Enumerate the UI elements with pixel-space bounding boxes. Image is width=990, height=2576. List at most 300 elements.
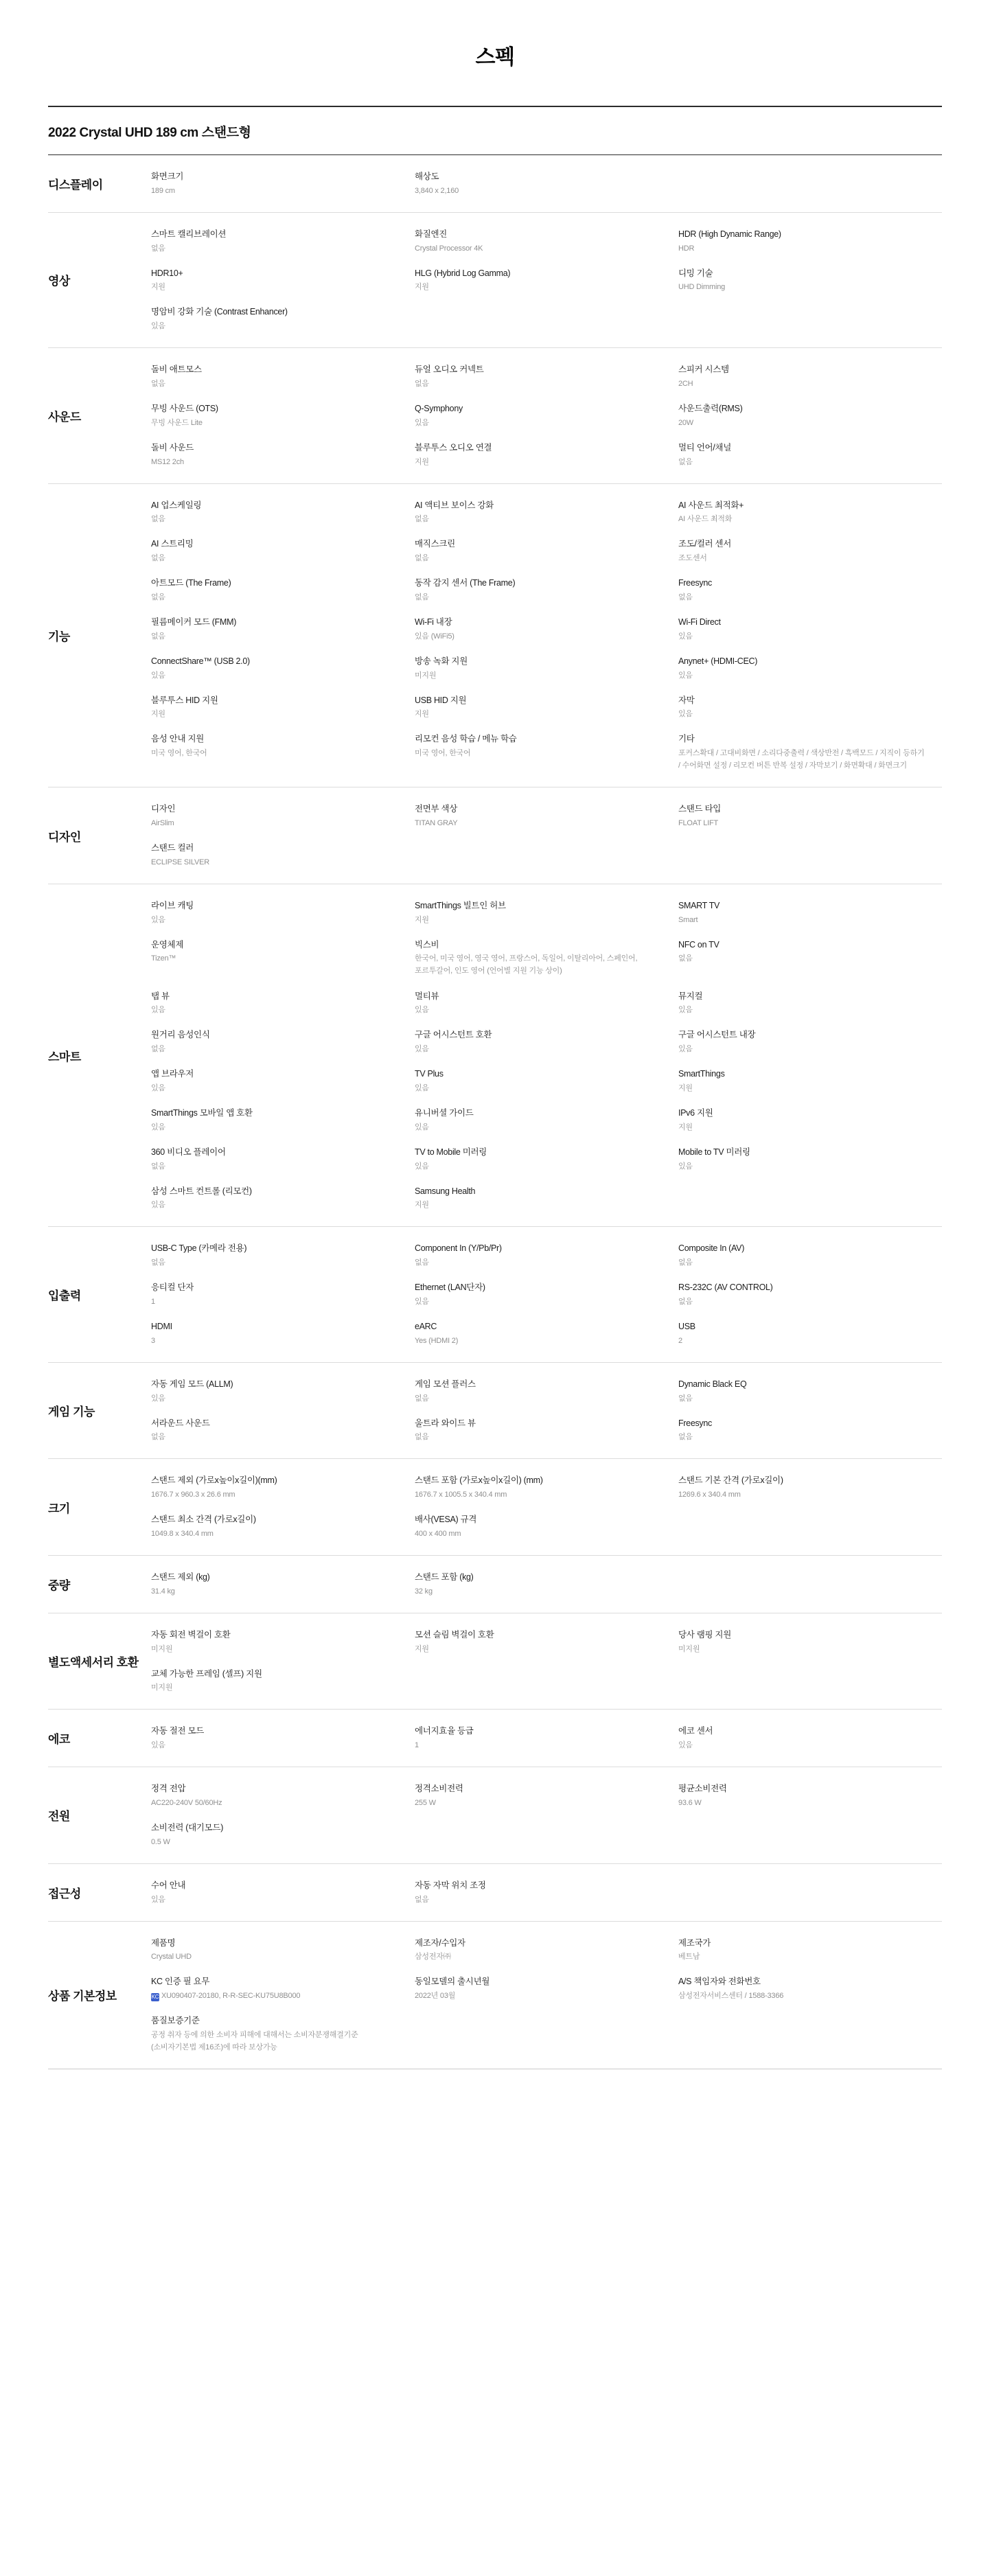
spec-item-label: 모션 슬림 벽걸이 호환 — [414, 1629, 494, 1640]
spec-item-value: 255 W — [414, 1798, 436, 1807]
spec-item-label: 제조자/수입자 — [414, 1937, 465, 1948]
spec-item-label: Composite In (AV) — [678, 1243, 745, 1254]
spec-item-label: 동일모델의 출시년월 — [414, 1977, 490, 1987]
spec-category-label: 접근성 — [48, 1887, 81, 1900]
spec-item-value: 있음 — [678, 710, 693, 719]
spec-item-value: Tizen™ — [151, 954, 176, 963]
spec-item — [415, 571, 678, 610]
spec-item-value: 무빙 사운드 Lite — [151, 418, 203, 427]
spec-item-label: Anynet+ (HDMI-CEC) — [678, 656, 758, 666]
spec-item-label: 동작 감지 센서 (The Frame) — [414, 578, 516, 588]
spec-item-value: 1676.7 x 960.3 x 26.6 mm — [151, 1491, 235, 1499]
spec-item-label: SmartThings — [678, 1069, 725, 1079]
spec-item — [678, 222, 942, 262]
spec-item-label: 리모컨 음성 학습 / 메뉴 학습 — [414, 734, 517, 744]
spec-item-label: 스탠드 최소 간격 (가로x길이) — [151, 1515, 256, 1525]
spec-item-label: 해상도 — [414, 172, 439, 181]
spec-item-label: 에코 센서 — [678, 1726, 713, 1736]
spec-item-label: 구글 어시스턴트 호환 — [414, 1030, 492, 1040]
spec-item-value: 없음 — [678, 457, 693, 466]
spec-item — [151, 571, 415, 610]
spec-item — [415, 1276, 678, 1315]
spec-item — [678, 797, 942, 836]
spec-item-value: 삼성전자㈜ — [414, 1953, 451, 1962]
spec-row — [48, 213, 942, 348]
spec-item-label: AI 업스케일링 — [151, 500, 202, 510]
spec-item — [151, 1062, 415, 1101]
spec-item — [415, 1237, 678, 1276]
spec-item-value: AI 사운드 최적화 — [678, 515, 733, 524]
spec-item-grid — [151, 787, 942, 884]
spec-item-value: Yes (HDMI 2) — [414, 1336, 459, 1345]
spec-item — [151, 494, 415, 533]
spec-item-grid — [151, 1556, 942, 1613]
spec-item — [678, 1777, 942, 1816]
spec-item — [678, 397, 942, 436]
spec-item-value: 있음 — [414, 1006, 429, 1015]
spec-item-label: IPv6 지원 — [678, 1108, 713, 1118]
spec-item-value: 189 cm — [151, 186, 175, 195]
spec-item-label: 멀티뷰 — [414, 991, 439, 1001]
spec-item-label: Q-Symphony — [414, 403, 463, 413]
spec-item-value-text: XU090407-20180, R-R-SEC-KU75U8B000 — [161, 1992, 301, 2001]
spec-item — [415, 1062, 678, 1101]
spec-item-value: 있음 — [678, 632, 693, 641]
spec-item-value: 한국어, 미국 영어, 영국 영어, 프랑스어, 독일어, 이탈리아어, 스페인어, 포르투갈어, 인도 영어 (언어별 지원 기능 상이) — [414, 954, 638, 976]
spec-item — [151, 610, 415, 649]
spec-item — [151, 1140, 415, 1180]
spec-item — [415, 494, 678, 533]
spec-item-value: 있음 — [151, 915, 165, 924]
spec-item-value: 없음 — [678, 1433, 693, 1442]
spec-item — [678, 1101, 942, 1140]
spec-item-value: 있음 — [151, 1394, 165, 1403]
spec-item — [151, 1970, 415, 2009]
spec-item-label: 정격소비전력 — [414, 1784, 463, 1794]
spec-row — [48, 1767, 942, 1864]
spec-item-value: 없음 — [151, 593, 165, 601]
spec-item — [415, 1508, 678, 1547]
spec-item-label: 구글 어시스턴트 내장 — [678, 1030, 756, 1040]
spec-item-label: 당사 램핑 지원 — [678, 1629, 731, 1640]
spec-row — [48, 1227, 942, 1362]
spec-item-grid — [151, 1710, 942, 1767]
spec-item — [415, 933, 678, 985]
spec-item-value: 없음 — [151, 515, 165, 524]
spec-item — [678, 1469, 942, 1508]
spec-item — [415, 1469, 678, 1508]
spec-item-value: 93.6 W — [678, 1798, 702, 1807]
spec-category-label: 스마트 — [48, 1050, 81, 1063]
spec-item-value: 있음 — [151, 322, 165, 331]
spec-item-label: 앱 브라우저 — [151, 1069, 194, 1079]
spec-item-label: 운영체제 — [151, 939, 184, 950]
spec-item-label: 듀얼 오디오 커넥트 — [414, 365, 484, 375]
spec-item-label: 매직스크린 — [414, 539, 455, 549]
spec-item — [678, 262, 942, 301]
spec-item-label: 유니버셜 가이드 — [414, 1108, 474, 1118]
spec-item-value: 공정 취자 등에 의한 소비자 피해에 대해서는 소비자분쟁해결기준(소비자기본법 제16조)에 따라 보상가능 — [151, 2030, 358, 2051]
spec-item — [678, 1623, 942, 1662]
spec-item-label: 사운드출력(RMS) — [678, 403, 743, 413]
spec-item-value: 미지원 — [151, 1683, 173, 1692]
spec-item — [678, 571, 942, 610]
spec-item-value: 3,840 x 2,160 — [414, 186, 459, 195]
spec-item-label: 게임 모션 플러스 — [414, 1379, 476, 1389]
spec-row — [48, 1710, 942, 1767]
spec-item — [415, 649, 678, 689]
spec-item-label: 스피커 시스템 — [678, 365, 729, 375]
spec-item — [678, 985, 942, 1024]
spec-item-label: 소비전력 (대기모드) — [151, 1822, 224, 1832]
spec-item-value: 미지원 — [151, 1644, 173, 1653]
spec-category-label: 입출력 — [48, 1289, 81, 1303]
spec-item-value: 0.5 W — [151, 1837, 170, 1846]
spec-item-label: USB HID 지원 — [414, 695, 467, 705]
spec-item-label: 스탠드 기본 간격 (가로x길이) — [678, 1475, 783, 1486]
spec-item-label: 삼성 스마트 컨트롤 (리모컨) — [151, 1186, 252, 1196]
spec-category-label: 기능 — [48, 630, 70, 643]
spec-item-label: SmartThings 모바일 앱 호환 — [151, 1108, 253, 1118]
spec-item-label: 블루투스 HID 지원 — [151, 695, 218, 705]
spec-item-value: 지원 — [414, 710, 429, 719]
spec-item-label: HDR (High Dynamic Range) — [678, 229, 781, 239]
spec-item — [151, 1412, 415, 1451]
spec-item-label: HDMI — [151, 1322, 172, 1331]
spec-item — [151, 222, 415, 262]
spec-item — [151, 1816, 415, 1855]
spec-item-label: 울트라 와이드 뷰 — [414, 1418, 476, 1428]
spec-item-value: 1049.8 x 340.4 mm — [151, 1529, 214, 1538]
spec-item-value: HDR — [678, 244, 695, 253]
spec-item — [151, 1874, 415, 1913]
spec-item-value: Crystal Processor 4K — [414, 244, 483, 253]
kc-badge-icon: KC — [151, 1994, 159, 2001]
spec-item-value: 없음 — [678, 1297, 693, 1306]
spec-item — [415, 727, 678, 779]
spec-item-label: 필름메이커 모드 (FMM) — [151, 617, 237, 627]
spec-item — [151, 727, 415, 779]
spec-item-label: Freesync — [678, 578, 712, 588]
spec-item-grid — [151, 348, 942, 483]
spec-item-label: AI 액티브 보이스 강화 — [414, 500, 494, 510]
spec-item-label: 돌비 사운드 — [151, 442, 194, 452]
spec-item-label: 자동 절전 모드 — [151, 1726, 204, 1736]
spec-item — [415, 797, 678, 836]
spec-item-label: Component In (Y/Pb/Pr) — [414, 1243, 502, 1254]
spec-item-value: 있음 — [414, 1297, 429, 1306]
spec-item-value: 있음 — [151, 671, 165, 680]
spec-item-label: Samsung Health — [414, 1186, 476, 1196]
spec-item-value — [151, 1990, 398, 2002]
spec-item-value: 지원 — [151, 283, 165, 292]
spec-item-value: 있음 — [414, 1083, 429, 1092]
spec-item-value: 없음 — [414, 1895, 429, 1904]
spec-item-label: 화면크기 — [151, 172, 184, 181]
spec-item-label: SMART TV — [678, 900, 720, 910]
spec-item-label: 아트모드 (The Frame) — [151, 578, 231, 588]
spec-item-value: Crystal UHD — [151, 1953, 192, 1962]
spec-item-grid — [151, 1227, 942, 1361]
spec-item — [151, 1777, 415, 1816]
spec-item-label: 빅스비 — [414, 939, 439, 950]
spec-item-value: 없음 — [414, 1433, 429, 1442]
spec-item — [415, 532, 678, 571]
spec-item-value: 지원 — [678, 1123, 693, 1131]
spec-item-label: 음성 안내 지원 — [151, 734, 204, 744]
spec-item — [151, 933, 415, 985]
spec-item — [415, 262, 678, 301]
spec-row — [48, 1363, 942, 1460]
spec-item-label: NFC on TV — [678, 939, 720, 950]
spec-category-label: 상품 기본정보 — [48, 1990, 117, 2003]
spec-row — [48, 1922, 942, 2070]
spec-item-value: 삼성전자서비스센터 / 1588-3366 — [678, 1992, 784, 2001]
spec-item-label: 기타 — [678, 734, 695, 744]
spec-item — [415, 1140, 678, 1180]
spec-item-label: 정격 전압 — [151, 1784, 186, 1794]
spec-item — [678, 1412, 942, 1451]
spec-category-label: 게임 기능 — [48, 1405, 95, 1419]
spec-item-value: 없음 — [414, 554, 429, 563]
spec-item-label: SmartThings 빌트인 허브 — [414, 900, 506, 910]
spec-item — [151, 1315, 415, 1354]
spec-item-label: 평균소비전력 — [678, 1784, 727, 1794]
spec-item — [151, 262, 415, 301]
spec-item-value: 있음 — [414, 1045, 429, 1054]
spec-item-value: 있음 — [151, 1201, 165, 1210]
spec-item-value: AirSlim — [151, 819, 174, 828]
spec-item-label: 자동 자막 위치 조정 — [414, 1880, 486, 1890]
spec-item — [151, 1623, 415, 1662]
spec-item — [151, 1237, 415, 1276]
spec-item-label: 스탠드 컬러 — [151, 843, 194, 853]
spec-row — [48, 884, 942, 1228]
spec-item — [151, 2009, 415, 2060]
spec-item-label: 에너지효율 등급 — [414, 1726, 474, 1736]
model-name: 2022 Crystal UHD 189 cm 스탠드형 — [48, 106, 942, 155]
spec-item-value: 20W — [678, 418, 693, 427]
spec-item-label: 응티컬 단자 — [151, 1283, 194, 1293]
spec-item-value: 없음 — [151, 1162, 165, 1171]
spec-category-label: 전원 — [48, 1810, 70, 1824]
spec-item-value: UHD Dimming — [678, 283, 726, 292]
spec-item-value: 있음 — [678, 1741, 693, 1750]
spec-item-label: 블루투스 오디오 연결 — [414, 442, 492, 452]
spec-item-label: HLG (Hybrid Log Gamma) — [414, 268, 511, 278]
spec-item — [151, 397, 415, 436]
spec-item — [415, 1412, 678, 1451]
spec-item-label: 디자인 — [151, 804, 176, 814]
spec-item-value: 있음 — [414, 1123, 429, 1131]
spec-item-label: 무빙 사운드 (OTS) — [151, 403, 218, 413]
spec-category-label: 디자인 — [48, 830, 81, 844]
spec-item-value: 지원 — [414, 915, 429, 924]
spec-item-value: 없음 — [151, 244, 165, 253]
spec-item-value: 1269.6 x 340.4 mm — [678, 1491, 741, 1499]
spec-item-label: 스마트 캘리브레이션 — [151, 229, 227, 239]
spec-item-grid — [151, 1459, 942, 1555]
spec-item-value: 있음 (WiFi5) — [414, 632, 454, 641]
spec-item-label: 돌비 애트모스 — [151, 365, 202, 375]
spec-category-label: 중량 — [48, 1578, 70, 1592]
spec-item — [415, 610, 678, 649]
spec-item-label: 디밍 기술 — [678, 268, 713, 278]
spec-item-value: 미지원 — [678, 1644, 700, 1653]
spec-table — [48, 155, 942, 2069]
spec-item-value: 3 — [151, 1336, 155, 1345]
spec-item-label: 서라운드 사운드 — [151, 1418, 210, 1428]
spec-item-value: TITAN GRAY — [414, 819, 458, 828]
spec-item-value: 미지원 — [414, 671, 437, 680]
spec-item-value: 있음 — [151, 1006, 165, 1015]
spec-item — [415, 894, 678, 933]
spec-item-label: 자동 게임 모드 (ALLM) — [151, 1379, 233, 1389]
spec-item — [678, 358, 942, 397]
spec-item-value: 있음 — [151, 1741, 165, 1750]
spec-item-value: ECLIPSE SILVER — [151, 858, 210, 866]
spec-item-label: ConnectShare™ (USB 2.0) — [151, 656, 250, 666]
spec-item-value: 31.4 kg — [151, 1587, 175, 1596]
spec-item-label: Freesync — [678, 1418, 712, 1428]
spec-item-value: 없음 — [414, 593, 429, 601]
spec-item-label: 뮤지컬 — [678, 991, 703, 1001]
spec-item — [415, 1180, 678, 1219]
spec-item — [678, 1140, 942, 1180]
spec-item-value: 없음 — [151, 554, 165, 563]
spec-item-label: 제조국가 — [678, 1937, 711, 1948]
spec-item — [151, 165, 415, 204]
spec-item-value: 없음 — [151, 1433, 165, 1442]
spec-item-label: A/S 책임자와 전화번호 — [678, 1977, 761, 1987]
spec-item — [415, 1874, 678, 1913]
spec-item-label: 명암비 강화 기술 (Contrast Enhancer) — [151, 307, 288, 317]
spec-item-label: 제품명 — [151, 1937, 176, 1948]
spec-item-value: 없음 — [151, 632, 165, 641]
spec-item — [151, 1372, 415, 1412]
spec-item-label: 조도/컬러 센서 — [678, 539, 731, 549]
spec-item — [678, 610, 942, 649]
spec-item — [415, 1565, 678, 1605]
spec-item — [678, 933, 942, 985]
spec-item-label: 멀티 언어/채널 — [678, 442, 731, 452]
spec-item-value: 있음 — [151, 1895, 165, 1904]
spec-item-label: 자동 회전 벽걸이 호환 — [151, 1629, 231, 1640]
spec-item-value: 없음 — [414, 515, 429, 524]
spec-row — [48, 1459, 942, 1556]
spec-item-label: 수어 안내 — [151, 1880, 186, 1890]
spec-item — [151, 894, 415, 933]
spec-item — [151, 985, 415, 1024]
spec-item — [151, 1101, 415, 1140]
spec-item — [678, 1276, 942, 1315]
spec-item — [415, 436, 678, 475]
spec-item — [678, 1970, 942, 2009]
spec-item — [678, 689, 942, 728]
spec-item-value: 지원 — [414, 1644, 429, 1653]
spec-item-label: 탭 뷰 — [151, 991, 170, 1001]
spec-item-value: 미국 영어, 한국어 — [414, 749, 471, 758]
spec-item-label: Ethernet (LAN단자) — [414, 1283, 485, 1293]
spec-item-label: 방송 녹화 지원 — [414, 656, 468, 666]
spec-item-label: RS-232C (AV CONTROL) — [678, 1283, 773, 1293]
spec-item-label: 스탠드 제외 (가로x높이x길이)(mm) — [151, 1475, 277, 1486]
spec-item-value: 베트남 — [678, 1953, 700, 1962]
spec-item — [415, 1777, 678, 1816]
spec-item — [678, 1931, 942, 1970]
spec-item-value: 있음 — [678, 671, 693, 680]
spec-item-value: 있음 — [678, 1006, 693, 1015]
spec-item-label: eARC — [414, 1322, 437, 1331]
spec-item-label: Dynamic Black EQ — [678, 1379, 747, 1389]
spec-item — [151, 649, 415, 689]
spec-item-value: 없음 — [151, 379, 165, 388]
spec-item-label: TV to Mobile 미러링 — [414, 1147, 487, 1157]
spec-item-label: Wi-Fi 내장 — [414, 617, 452, 627]
spec-item-label: 스탠드 제외 (kg) — [151, 1572, 210, 1582]
spec-item-value: 있음 — [678, 1162, 693, 1171]
spec-item-value: Smart — [678, 915, 698, 924]
spec-item-label: 품질보증기준 — [151, 2016, 200, 2026]
spec-item-label: 360 비디오 플레이어 — [151, 1147, 226, 1157]
spec-category-label: 디스플레이 — [48, 178, 103, 192]
spec-item-grid — [151, 1363, 942, 1459]
spec-item-value: 1676.7 x 1005.5 x 340.4 mm — [414, 1491, 507, 1499]
spec-item — [678, 1372, 942, 1412]
spec-item-grid — [151, 884, 942, 1227]
spec-item-value: 400 x 400 mm — [414, 1529, 461, 1538]
spec-item-label: KC 인증 필 요무 — [151, 1977, 210, 1987]
spec-item-label: USB-C Type (카메라 전용) — [151, 1243, 247, 1254]
spec-item — [151, 358, 415, 397]
spec-item-label: Mobile to TV 미러링 — [678, 1147, 750, 1157]
spec-item-label: TV Plus — [414, 1069, 444, 1079]
spec-row — [48, 348, 942, 483]
spec-item-label: AI 사운드 최적화+ — [678, 500, 744, 510]
spec-item — [151, 1931, 415, 1970]
spec-item-grid — [151, 1864, 942, 1921]
spec-item — [415, 1101, 678, 1140]
spec-item-value: 없음 — [414, 1394, 429, 1403]
spec-category-label: 에코 — [48, 1733, 70, 1747]
spec-item — [151, 689, 415, 728]
spec-item — [678, 436, 942, 475]
spec-item — [151, 1023, 415, 1062]
spec-item-value: 있음 — [151, 1123, 165, 1131]
spec-item-value: 포커스확대 / 고대비화면 / 소리다중출력 / 색상반전 / 흑백모드 / 지직이 등하기 / 수어화면 설정 / 리모컨 버튼 반복 설정 / 자막보기 / 화면확대 / 화면크기 — [678, 749, 925, 770]
spec-item — [151, 300, 415, 339]
spec-item — [415, 1623, 678, 1662]
spec-item-label: 전면부 색상 — [414, 804, 458, 814]
spec-item — [151, 1508, 415, 1547]
spec-category-label: 사운드 — [48, 410, 81, 424]
spec-item — [678, 1719, 942, 1758]
spec-item — [678, 532, 942, 571]
spec-item-value: 1 — [151, 1297, 155, 1306]
spec-item-value: 없음 — [678, 1394, 693, 1403]
spec-item-label: 스탠드 포함 (가로x높이x길이) (mm) — [414, 1475, 543, 1486]
spec-row — [48, 1613, 942, 1710]
spec-item-value: 2 — [678, 1336, 682, 1345]
spec-item — [151, 1469, 415, 1508]
spec-item-value: 없음 — [678, 954, 693, 963]
spec-item — [415, 985, 678, 1024]
spec-item-grid — [151, 1767, 942, 1863]
spec-item-value: 있음 — [414, 418, 429, 427]
spec-item-value: 지원 — [414, 1201, 429, 1210]
spec-item-grid — [151, 484, 942, 787]
spec-item-label: 스탠드 포함 (kg) — [414, 1572, 474, 1582]
